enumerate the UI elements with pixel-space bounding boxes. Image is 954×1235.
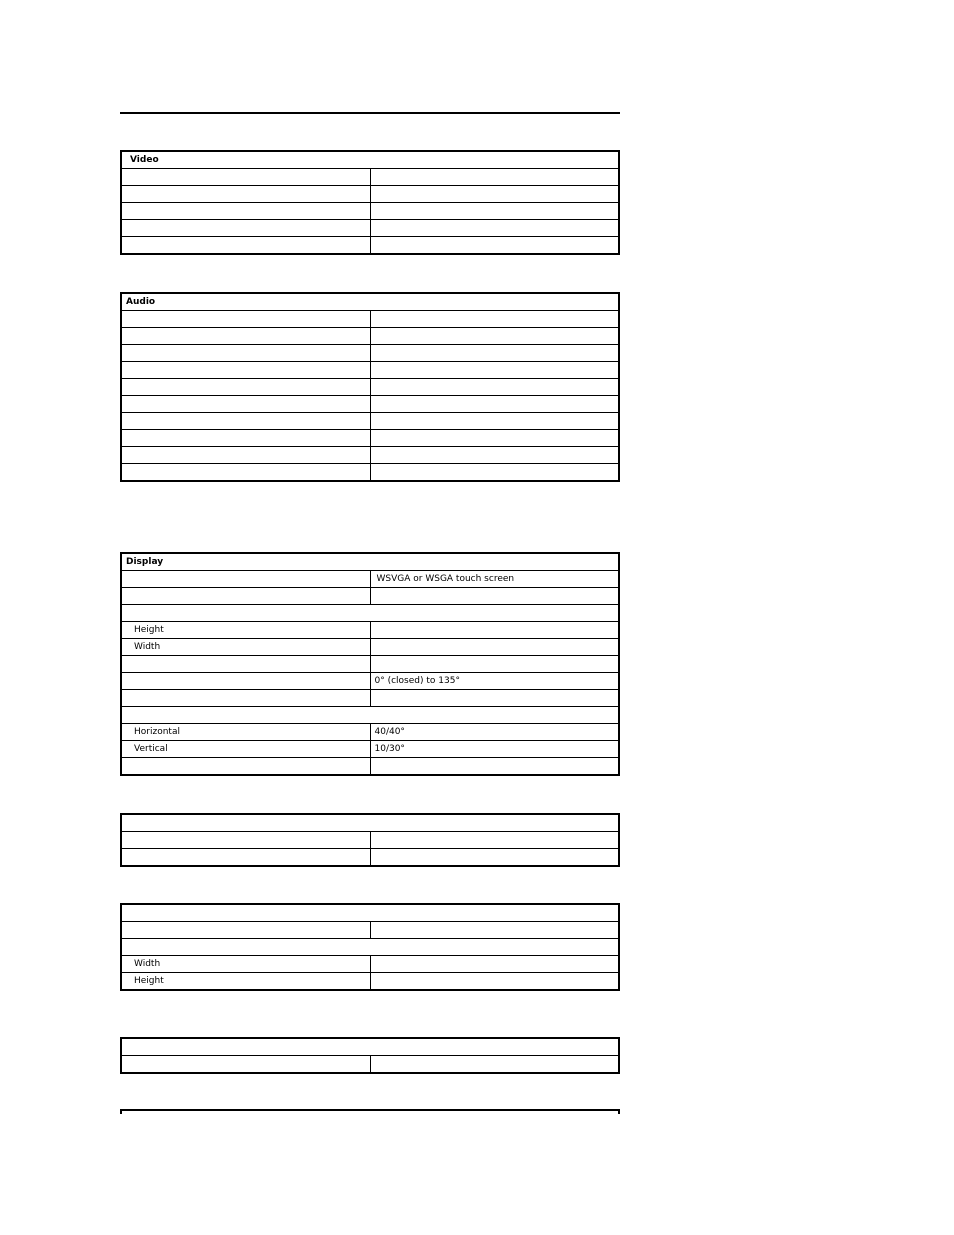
video-header: Video [121,151,619,169]
table-row [121,622,619,639]
display-type-value: WSVGA or WSGA touch screen [370,571,619,588]
table-row [121,237,619,255]
table-row [121,639,619,656]
table-row [121,203,619,220]
display-width-label: Width [121,639,370,656]
table-row [121,169,619,186]
table-row [121,939,619,956]
table-row [121,1056,619,1074]
table-row [121,741,619,758]
table-row [121,571,619,588]
video-spec-table [120,150,620,255]
display-spec-table [120,552,620,776]
table-row [121,956,619,973]
table-row [121,396,619,413]
display-angle-value: 0° (closed) to 135° [370,673,619,690]
display-horizontal-value: 40/40° [370,724,619,741]
table-row [121,186,619,203]
table-row [121,447,619,464]
table-row [121,707,619,724]
table-row [121,724,619,741]
table-row [121,849,619,867]
table-row [121,379,619,396]
table-row [121,328,619,345]
spec-table-5 [120,903,620,991]
table-row [121,758,619,776]
next-table-top-edge [120,1109,620,1114]
spec-table-6 [120,1037,620,1074]
table-row [121,413,619,430]
display-height-label: Height [121,622,370,639]
table-row [121,588,619,605]
table-row [121,220,619,237]
table-row [121,922,619,939]
table-row [121,656,619,673]
table-row [121,690,619,707]
table-row [121,832,619,849]
display-vertical-label: Vertical [121,741,370,758]
table-row [121,973,619,991]
table-row [121,345,619,362]
audio-header: Audio [121,293,619,311]
table-row [121,362,619,379]
table-row [121,673,619,690]
spec-table-4 [120,813,620,867]
table-row [121,605,619,622]
table-row [121,464,619,482]
audio-spec-table [120,292,620,482]
table5-height-label: Height [121,973,370,991]
top-divider [120,112,620,114]
table5-width-label: Width [121,956,370,973]
display-horizontal-label: Horizontal [121,724,370,741]
display-header: Display [121,553,619,571]
display-vertical-value: 10/30° [370,741,619,758]
table-row [121,311,619,328]
table-row [121,430,619,447]
